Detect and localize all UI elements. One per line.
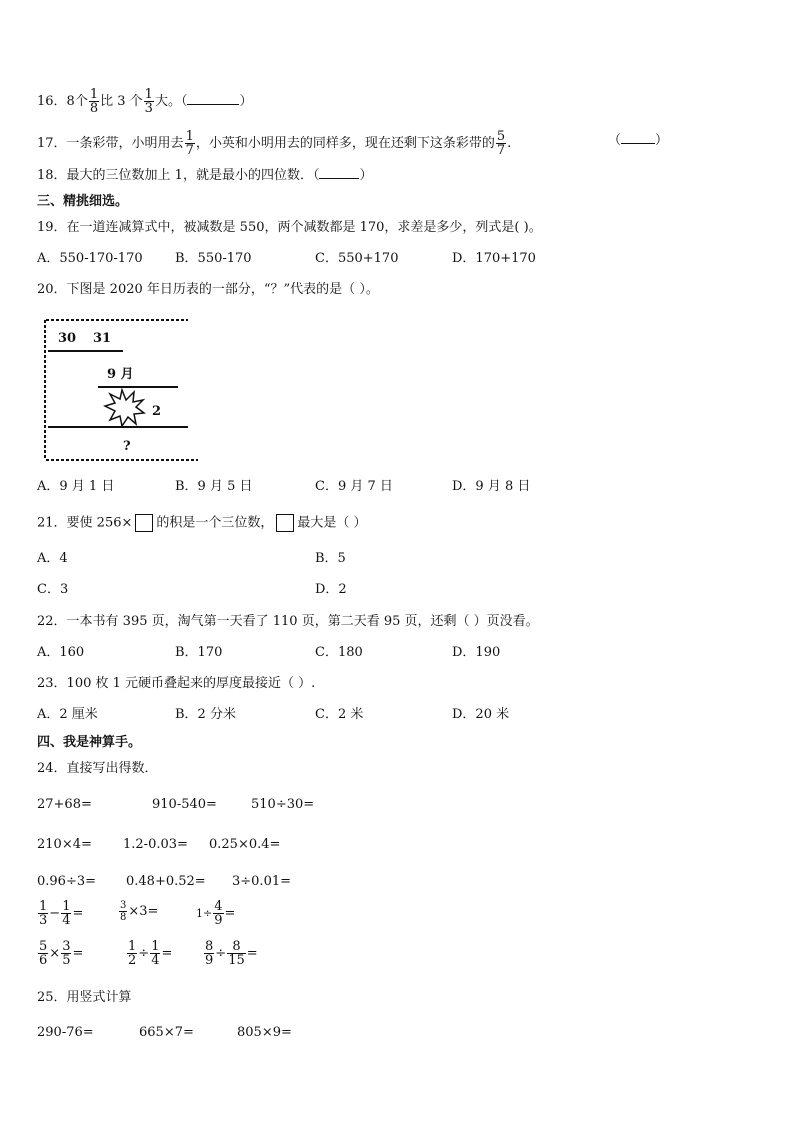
option-a[interactable]: A．550-170-170	[37, 251, 143, 266]
option-a[interactable]: A．160	[37, 645, 85, 660]
option-c[interactable]: C．550+170	[315, 251, 399, 266]
calendar-day-31: 31	[93, 331, 112, 346]
calc-fraction-item: 1÷ $\frac{4}{9}$ =	[196, 899, 236, 928]
question-17: 17．一条彩带，小明用去 $\frac{1}{7}$ ，小英和小明用去的同样多，现在还剩下这条彩带的 $\frac{5}{7}$ .	[37, 129, 512, 158]
option-c[interactable]: C．9 月 7 日	[315, 479, 393, 494]
option-b[interactable]: B．9 月 5 日	[175, 479, 253, 494]
question-17-answer: （ ）	[608, 133, 669, 148]
calc-item: 290-76=	[37, 1025, 94, 1040]
fraction: $\frac{1}{8}$	[89, 87, 99, 116]
calc-item: 27+68=	[37, 797, 92, 812]
option-b[interactable]: B．170	[175, 645, 223, 660]
fraction: $\frac{1}{3}$	[144, 87, 153, 116]
option-b[interactable]: B．2 分米	[175, 707, 236, 722]
question-24: 24．直接写出得数．	[37, 761, 158, 776]
calc-item: 805×9=	[237, 1025, 292, 1040]
option-b[interactable]: B．5	[315, 551, 346, 566]
calendar-month-label: 9 月	[107, 367, 134, 382]
question-22: 22．一本书有 395 页，淘气第一天看了 110 页，第二天看 95 页，还剩（ ）页没看。	[37, 614, 539, 629]
question-23: 23．100 枚 1 元硬币叠起来的厚度最接近（ ）.	[37, 676, 316, 691]
question-20: 20．下图是 2020 年日历表的一部分，“？”代表的是（ ）。	[37, 282, 379, 297]
answer-blank[interactable]	[319, 167, 359, 179]
option-d[interactable]: D．20 米	[452, 707, 510, 722]
calendar-day-2: 2	[152, 404, 162, 419]
fraction: $\frac{5}{7}$	[496, 129, 506, 158]
answer-blank[interactable]	[187, 93, 239, 105]
calc-fraction-item: $\frac{5}{6}$ × $\frac{3}{5}$ =	[39, 939, 84, 968]
option-c[interactable]: C．2 米	[315, 707, 364, 722]
calc-item: 210×4=	[37, 837, 92, 852]
option-b[interactable]: B．550-170	[175, 251, 252, 266]
option-d[interactable]: D．2	[315, 582, 347, 597]
question-16: 16．8个 $\frac{1}{8}$ 比 3 个 $\frac{1}{3}$ 大。（ ）	[37, 87, 253, 116]
calc-item: 1.2-0.03=	[123, 837, 188, 852]
calc-fraction-item: $\frac{8}{9}$ ÷ $\frac{8}{15}$ =	[205, 939, 258, 968]
calc-item: 910-540=	[152, 797, 217, 812]
calc-item: 510÷30=	[251, 797, 315, 812]
calc-item: 665×7=	[139, 1025, 194, 1040]
question-25: 25．用竖式计算	[37, 990, 132, 1005]
calc-item: 0.48+0.52=	[126, 874, 206, 889]
calendar-unknown-day: ?	[123, 439, 131, 454]
calc-item: 0.25×0.4=	[209, 837, 281, 852]
calc-fraction-item: $\frac{1}{2}$ ÷ $\frac{1}{4}$ =	[128, 939, 173, 968]
calc-item: 3÷0.01=	[232, 874, 292, 889]
calendar-figure	[40, 316, 200, 466]
starburst-icon	[105, 390, 144, 426]
question-18: 18．最大的三位数加上 1，就是最小的四位数．（ ）	[37, 168, 373, 183]
option-a[interactable]: A．9 月 1 日	[37, 479, 115, 494]
answer-blank[interactable]	[621, 132, 655, 144]
section-heading: 四、我是神算手。	[37, 735, 142, 750]
option-d[interactable]: D．190	[452, 645, 501, 660]
question-19: 19．在一道连减算式中，被减数是 550，两个减数都是 170，求差是多少，列式是( )。	[37, 220, 542, 235]
calendar-day-30: 30	[58, 331, 77, 346]
blank-box[interactable]	[276, 514, 294, 532]
option-a[interactable]: A．4	[37, 551, 68, 566]
question-21: 21．要使 256× 的积是一个三位数， 最大是（ ）	[37, 515, 367, 531]
section-heading: 三、精挑细选。	[37, 194, 129, 209]
option-c[interactable]: C．3	[37, 582, 69, 597]
blank-box[interactable]	[135, 514, 153, 532]
option-a[interactable]: A．2 厘米	[37, 707, 98, 722]
calc-fraction-item: $\frac{1}{3}$ − $\frac{1}{4}$ =	[39, 899, 84, 928]
fraction: $\frac{1}{7}$	[185, 129, 194, 158]
calc-fraction-item: $\frac{3}{8}$ ×3=	[120, 900, 159, 923]
option-d[interactable]: D．9 月 8 日	[452, 479, 531, 494]
calc-item: 0.96÷3=	[37, 874, 97, 889]
option-d[interactable]: D．170+170	[452, 251, 536, 266]
option-c[interactable]: C．180	[315, 645, 363, 660]
